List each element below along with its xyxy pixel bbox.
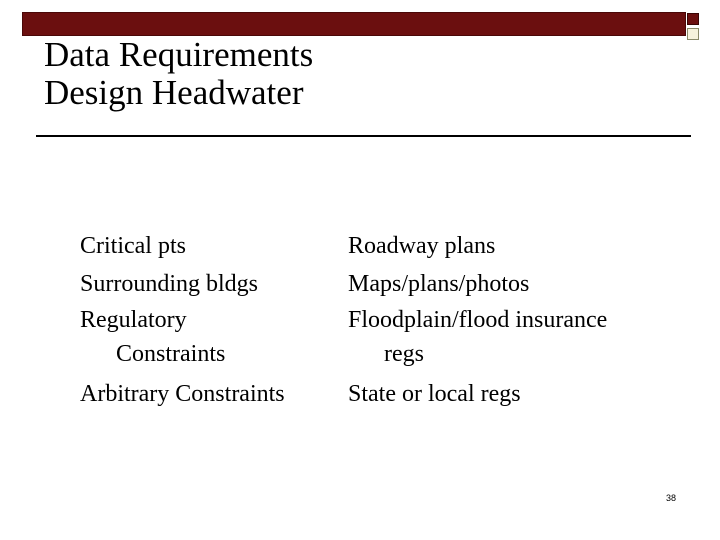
list-item: Critical pts [80,233,186,259]
title-line-2: Design Headwater [44,73,304,112]
corner-square-light [687,28,699,40]
title-line-1: Data Requirements [44,35,314,74]
list-item: State or local regs [348,381,521,407]
title-divider [36,135,691,137]
list-item: Maps/plans/photos [348,271,530,297]
left-column [80,227,285,413]
list-item: Roadway plans [348,233,496,259]
right-column [348,227,607,413]
corner-square-dark [687,13,699,25]
list-item: Regulatory [80,307,187,333]
page-number: 38 [665,493,676,503]
slide-title [44,36,313,112]
header-bar [22,12,686,36]
list-item-continuation: regs [384,341,424,367]
list-item-continuation: Constraints [116,341,226,367]
list-item: Surrounding bldgs [80,271,259,297]
list-item: Floodplain/flood insurance [348,307,608,333]
list-item: Arbitrary Constraints [80,381,285,407]
